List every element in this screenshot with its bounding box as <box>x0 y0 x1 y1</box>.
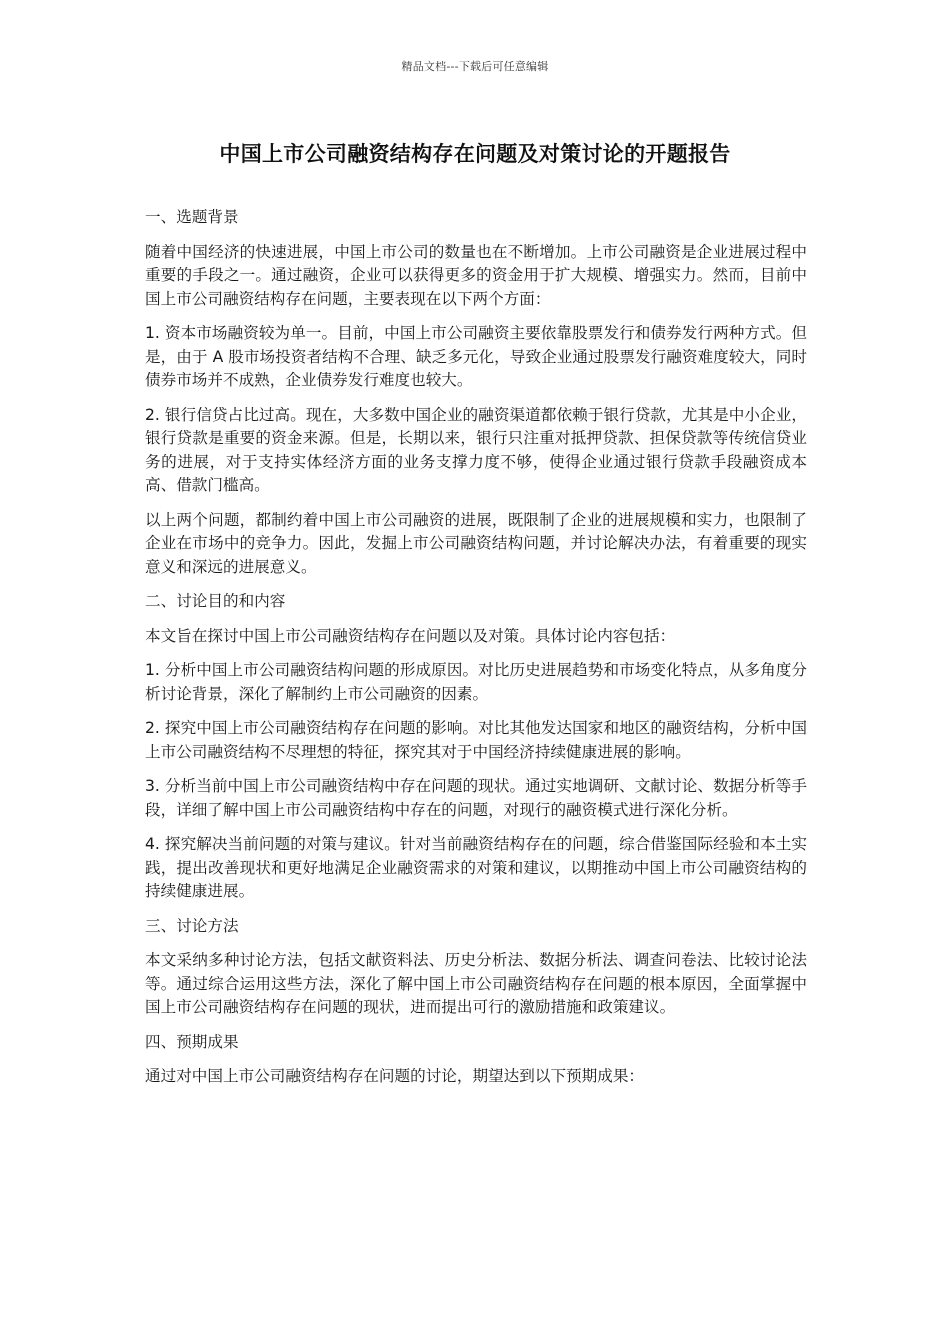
section-heading-methods: 三、讨论方法 <box>145 916 239 935</box>
paragraph-background-item-1: 1. 资本市场融资较为单一。目前，中国上市公司融资主要依靠股票发行和债券发行两种方式。但是，由于 A 股市场投资者结构不合理、缺乏多元化，导致企业通过股票发行融资难度较大，同时债券市场并不成熟，企业债券发行难度也较大。 <box>145 324 807 389</box>
paragraph-background-item-2: 2. 银行信贷占比过高。现在，大多数中国企业的融资渠道都依赖于银行贷款，尤其是中小企业，银行贷款是重要的资金来源。但是，长期以来，银行只注重对抵押贷款、担保贷款等传统信贷业务的进展，对于支持实体经济方面的业务支撑力度不够，使得企业通过银行贷款手段融资成本高、借款门槛高。 <box>145 405 807 494</box>
paragraph-goals-item-2: 2. 探究中国上市公司融资结构存在问题的影响。对比其他发达国家和地区的融资结构，分析中国上市公司融资结构不尽理想的特征，探究其对于中国经济持续健康进展的影响。 <box>145 719 807 761</box>
paragraph-background-intro: 随着中国经济的快速进展，中国上市公司的数量也在不断增加。上市公司融资是企业进展过程中重要的手段之一。通过融资，企业可以获得更多的资金用于扩大规模、增强实力。然而，目前中国上市公司融资结构存在问题，主要表现在以下两个方面： <box>145 242 807 308</box>
paragraph-goals-item-3: 3. 分析当前中国上市公司融资结构中存在问题的现状。通过实地调研、文献讨论、数据分析等手段，详细了解中国上市公司融资结构中存在的问题，对现行的融资模式进行深化分析。 <box>145 777 807 819</box>
paragraph-goals-item-4: 4. 探究解决当前问题的对策与建议。针对当前融资结构存在的问题，综合借鉴国际经验和本土实践，提出改善现状和更好地满足企业融资需求的对策和建议，以期推动中国上市公司融资结构的持续健康进展。 <box>145 835 807 900</box>
document-title: 中国上市公司融资结构存在问题及对策讨论的开题报告 <box>219 142 731 166</box>
section-heading-background: 一、选题背景 <box>145 208 239 226</box>
paragraph-methods-body: 本文采纳多种讨论方法，包括文献资料法、历史分析法、数据分析法、调查问卷法、比较讨论法等。通过综合运用这些方法，深化了解中国上市公司融资结构存在问题的根本原因，全面掌握中国上市公司融资结构存在问题的现状，进而提出可行的激励措施和政策建议。 <box>145 951 807 1016</box>
paragraph-background-summary: 以上两个问题，都制约着中国上市公司融资的进展，既限制了企业的进展规模和实力，也限制了企业在市场中的竞争力。因此，发掘上市公司融资结构问题，并讨论解决办法，有着重要的现实意义和深远的进展意义。 <box>145 510 807 576</box>
document-body <box>145 206 807 1100</box>
header-note: 精品文档---下载后可任意编辑 <box>401 60 549 73</box>
paragraph-outcomes-intro: 通过对中国上市公司融资结构存在问题的讨论，期望达到以下预期成果： <box>145 1067 645 1085</box>
section-heading-goals: 二、讨论目的和内容 <box>145 592 286 610</box>
paragraph-goals-intro: 本文旨在探讨中国上市公司融资结构存在问题以及对策。具体讨论内容包括： <box>145 626 676 645</box>
paragraph-goals-item-1: 1. 分析中国上市公司融资结构问题的形成原因。对比历史进展趋势和市场变化特点，从多角度分析讨论背景，深化了解制约上市公司融资的因素。 <box>145 661 807 703</box>
section-heading-outcomes: 四、预期成果 <box>145 1032 239 1051</box>
